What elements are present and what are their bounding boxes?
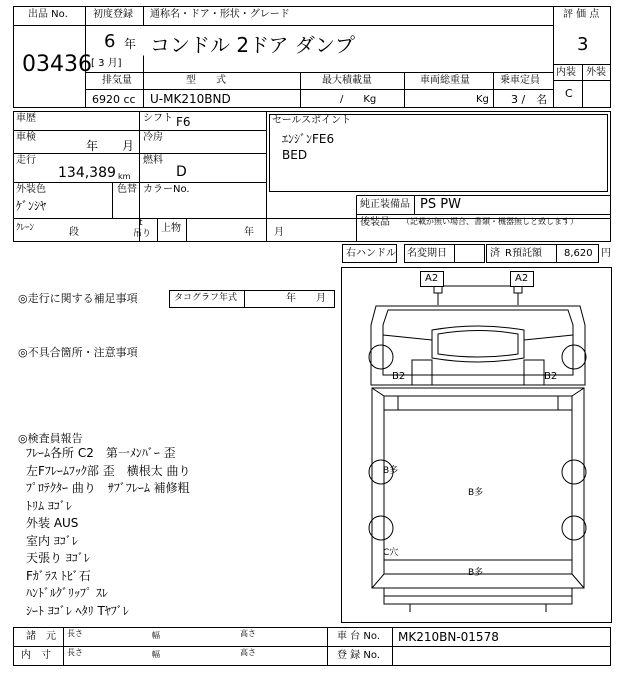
mark-front-right-label: A2 bbox=[515, 273, 529, 284]
crane-tonnage: t bbox=[139, 218, 143, 228]
tachograph-value: 年 月 bbox=[286, 293, 326, 304]
upper-body-value: 年 月 bbox=[244, 227, 284, 238]
gross-weight-label: 車両総重量 bbox=[420, 75, 470, 86]
recycle-deposit-unit: 円 bbox=[601, 248, 611, 259]
dimensions-label: 諸 元 bbox=[26, 631, 56, 642]
mileage-unit: km bbox=[118, 172, 131, 181]
report-line: ﾄﾘﾑ ﾖｺﾞﾚ bbox=[26, 498, 72, 513]
standard-equipment-value: PS PW bbox=[420, 197, 461, 212]
mark-cab-right: B2 bbox=[544, 371, 558, 382]
recycle-deposit-label: R預託額 bbox=[505, 248, 542, 259]
exterior-color-value: ｹﾞﾝｼﾔ bbox=[16, 199, 47, 213]
grade-value: 3 bbox=[577, 34, 589, 55]
width-label: 幅 bbox=[152, 631, 160, 640]
displacement-value: 6920 cc bbox=[92, 93, 136, 106]
interior-height-label: 高さ bbox=[240, 648, 256, 657]
standard-equipment-label: 純正装備品 bbox=[360, 199, 410, 210]
length-label: 長さ bbox=[67, 629, 83, 638]
first-reg-year-unit: 年 bbox=[124, 37, 137, 51]
height-label: 高さ bbox=[240, 629, 256, 638]
capacity-label: 乗車定員 bbox=[500, 75, 540, 86]
inspector-report-heading: ◎検査員報告 bbox=[18, 432, 83, 445]
report-line: 外装 AUS bbox=[26, 516, 79, 530]
crane-suspend: 吊り bbox=[133, 229, 152, 239]
displacement-label: 排気量 bbox=[102, 75, 132, 86]
color-change-label: 色替 bbox=[117, 184, 137, 195]
interior-dim-label: 内 寸 bbox=[21, 650, 51, 661]
report-line: 天張り ﾖｺﾞﾚ bbox=[26, 551, 90, 565]
crane-stage: 段 bbox=[69, 227, 79, 238]
fuel-label: 燃料 bbox=[143, 155, 163, 166]
sales-point-label: セールスポイント bbox=[272, 115, 352, 126]
history-label: 車歴 bbox=[16, 113, 36, 124]
mark-front-right bbox=[510, 271, 534, 287]
mark-cab-left: B2 bbox=[392, 371, 406, 382]
sales-point-line: ｴﾝｼﾞﾝFE6 bbox=[282, 132, 335, 146]
registration-label: 登 録 No. bbox=[337, 650, 380, 661]
report-line: ﾌﾟﾛﾃｸﾀｰ 曲り ｻﾌﾞﾌﾚｰﾑ 補修粗 bbox=[26, 481, 190, 495]
report-line: ﾊﾝﾄﾞﾙｸﾞﾘｯﾌﾟ ｽﾚ bbox=[26, 586, 108, 600]
exterior-grade-label: 外装 bbox=[586, 67, 606, 78]
exterior-color-label: 外装色 bbox=[16, 184, 46, 195]
mark-rear-left: C穴 bbox=[383, 548, 399, 558]
report-line: 左Fﾌﾚｰﾑﾌｯｸ部 歪 横根太 曲り bbox=[26, 463, 191, 478]
report-line: 室内 ﾖｺﾞﾚ bbox=[26, 533, 78, 548]
first-reg-year: 6 bbox=[104, 31, 116, 52]
chassis-value: MK210BN-01578 bbox=[398, 630, 499, 644]
aftermarket-note: （記載が無い場合、書類・機器無しと致します） bbox=[402, 217, 578, 226]
report-line: ｼｰﾄ ﾖｺﾞﾚ ﾍﾀﾘ Tﾔﾌﾞﾚ bbox=[26, 603, 129, 618]
mark-bed-center: B多 bbox=[468, 488, 484, 498]
mark-rear-center: B多 bbox=[468, 568, 484, 578]
tachograph-label: タコグラフ年式 bbox=[174, 293, 238, 303]
interior-grade-label: 内装 bbox=[556, 67, 576, 78]
driving-notes-heading: ◎走行に関する補足事項 bbox=[18, 292, 138, 305]
first-reg-month: [ 3 月] bbox=[91, 58, 122, 69]
interior-width-label: 幅 bbox=[152, 650, 160, 659]
interior-grade-value: C bbox=[565, 87, 573, 100]
aftermarket-label: 後装品 bbox=[360, 217, 390, 228]
inspector-report-lines bbox=[26, 445, 191, 620]
report-line: ﾌﾚｰﾑ各所 C2 第一ﾒﾝﾊﾞｰ 歪 bbox=[26, 446, 176, 460]
report-line: Fｶﾞﾗｽ ﾄﾋﾞ石 bbox=[26, 568, 91, 583]
shift-label: シフト bbox=[143, 113, 173, 124]
upper-body-label: 上物 bbox=[161, 223, 181, 234]
car-name-value: コンドル 2ドア ダンプ bbox=[150, 33, 356, 57]
lot-no-label: 出品 No. bbox=[28, 9, 68, 20]
recycle-deposit-value: 8,620 bbox=[564, 248, 593, 259]
lot-no-value: 03436 bbox=[22, 52, 92, 77]
gross-weight-value: Kg bbox=[476, 94, 489, 105]
defects-heading: ◎不具合箇所・注意事項 bbox=[18, 346, 138, 359]
mark-front-left-label: A2 bbox=[425, 273, 439, 284]
right-hand-drive: 右ハンドル bbox=[346, 248, 396, 259]
mark-front-left bbox=[420, 271, 444, 287]
shift-value: F6 bbox=[176, 115, 191, 129]
car-name-label: 通称名・ドア・形状・グレード bbox=[150, 9, 290, 20]
grade-label: 評 価 点 bbox=[563, 9, 600, 20]
color-code-label: カラーNo. bbox=[143, 184, 190, 195]
name-change-label: 名変期日 bbox=[407, 248, 447, 259]
inspection-value: 年 月 bbox=[86, 139, 135, 153]
capacity-value: 3 / 名 bbox=[511, 93, 548, 106]
first-reg-label: 初度登録 bbox=[93, 9, 133, 20]
interior-length-label: 長さ bbox=[67, 648, 83, 657]
mileage-label: 走行 bbox=[16, 155, 36, 166]
recycle-done-mark: 済 bbox=[490, 248, 500, 259]
crane-label: ｸﾚｰﾝ bbox=[16, 223, 35, 233]
chassis-label: 車 台 No. bbox=[337, 631, 380, 642]
model-label: 型 式 bbox=[186, 75, 226, 86]
max-load-label: 最大積載量 bbox=[322, 75, 372, 86]
max-load-value: / Kg bbox=[340, 94, 377, 105]
ac-label: 冷房 bbox=[143, 132, 163, 143]
fuel-value: D bbox=[176, 164, 187, 180]
inspection-label: 車検 bbox=[16, 132, 36, 143]
mileage-value: 134,389 bbox=[58, 165, 116, 181]
mark-side-left: B多 bbox=[383, 466, 399, 476]
sales-point-line: BED bbox=[282, 148, 308, 162]
model-value: U-MK210BND bbox=[150, 92, 231, 106]
